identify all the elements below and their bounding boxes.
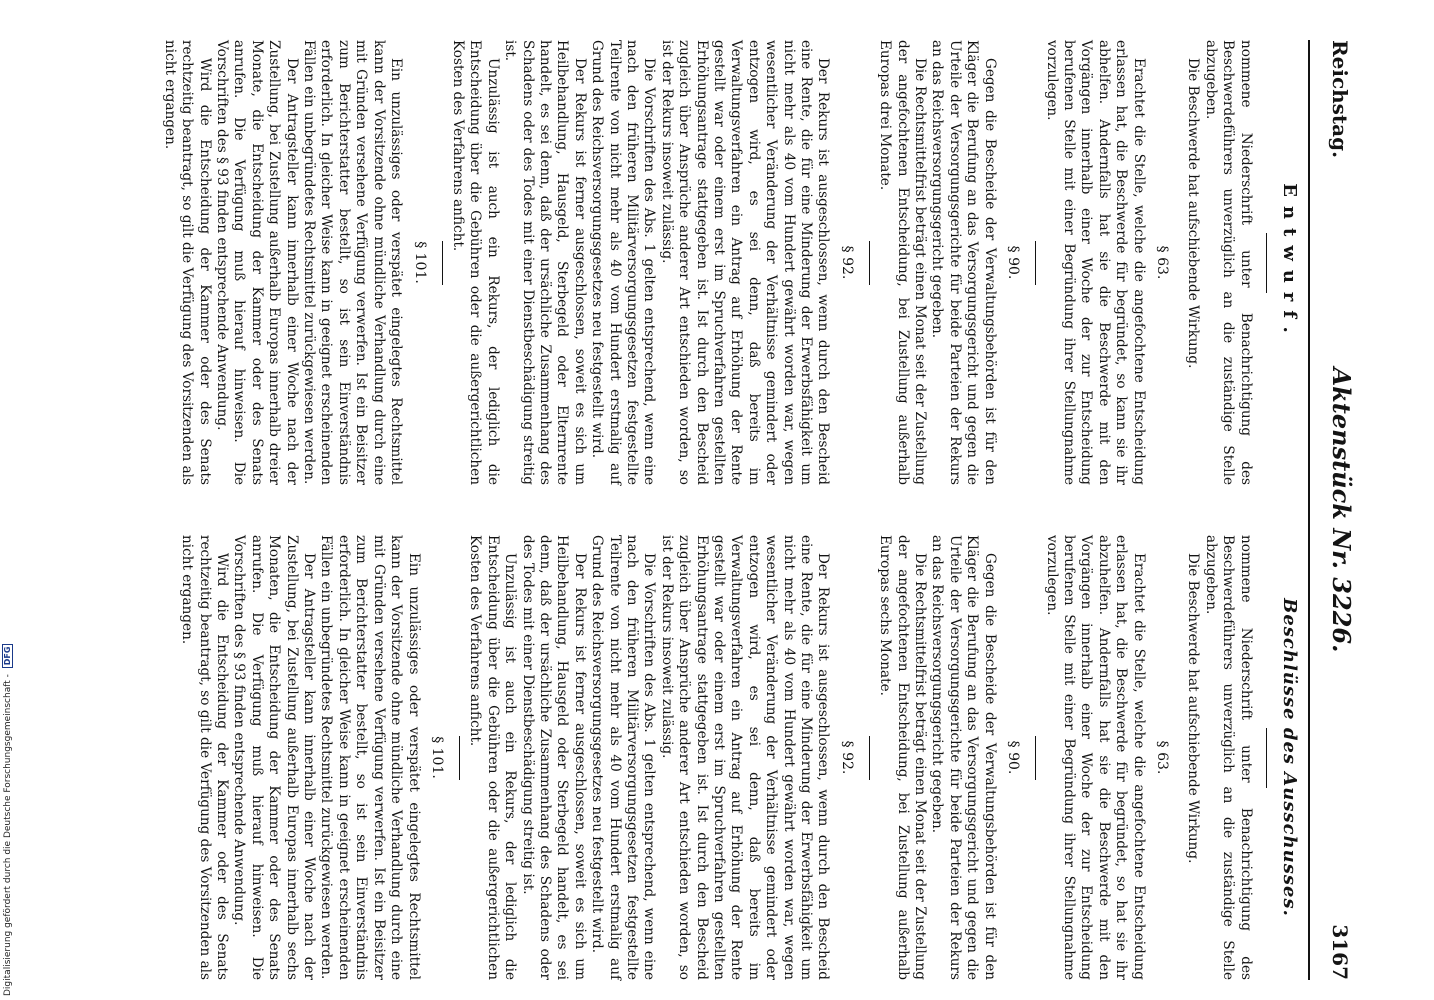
- paragraph: Der Antragsteller kann innerhalb einer Woche nach der Zustellung, bei Zustellung außerhalb Europas innerhalb dreier Monate, die Entscheidung der Kammer oder des Senats anrufen. Die Verfügung muß hierauf hinweisen. Die Vorschriften des § 93 finden entsprechende Anwendung.: [214, 40, 300, 485]
- digitization-note: [2, 644, 13, 996]
- column-title-right: Beschlüsse des Ausschusses.: [1279, 598, 1300, 917]
- section-heading: § 63.: [1153, 740, 1170, 775]
- paragraph: Gegen die Bescheide der Verwaltungsbehörden ist für den Kläger die Berufung an das Versorgungsgericht und gegen die Urteile der Versorgungsgerichte für beide Parteien der Rekurs an das Reichsversorgungsgericht gegeben.: [929, 535, 998, 980]
- column-title-left: Entwurf.: [1279, 183, 1300, 342]
- column-body-right: [178, 535, 1254, 980]
- paragraph: nommene Niederschrift unter Benachrichtigung des Beschwerdeführers unverzüglich an die zuständige Stelle abzugeben.: [1202, 535, 1254, 980]
- paragraph: Die Rechtsmittelfrist beträgt einen Monat seit der Zustellung der angefochtenen Entscheidung, bei Zustellung außerhalb Europas drei Monate.: [877, 40, 929, 485]
- document-page: [110, 40, 1360, 980]
- paragraph: Der Rekurs ist ferner ausgeschlossen, soweit es sich um Heilbehandlung, Hausgeld, Sterbegeld oder Elternrente handelt, es sei denn, daß der ursächliche Zusammenhang des Schadens oder des Todes mit einer Dienstbeschädigung streitig ist.: [502, 40, 588, 485]
- paragraph: Die Beschwerde hat aufschiebende Wirkung.: [1185, 58, 1202, 369]
- paragraph: Erachtet die Stelle, welche die angefochtene Entscheidung erlassen hat, die Beschwerde für begründet, so hat sie ihr abzuhelfen. Andernfalls hat sie die Beschwerde mit den Vorgängen innerhalb einer Woche der zur Entscheidung berufenen Stelle mit einer Begründung ihrer Stellungnahme vorzulegen.: [1043, 535, 1147, 980]
- header-rule: [1308, 40, 1310, 980]
- paragraph: Unzulässig ist auch ein Rekurs, der lediglich die Entscheidung über die Gebühren oder die außergerichtlichen Kosten des Verfahrens anficht.: [449, 40, 501, 485]
- paragraph: Wird die Entscheidung der Kammer oder des Senats rechtzeitig beantragt, so gilt die Verfügung des Vorsitzenden als nicht ergangen.: [179, 535, 231, 980]
- section-divider: [442, 241, 443, 285]
- section-divider: [869, 736, 870, 780]
- page-header: [1320, 40, 1360, 980]
- paragraph: Der Rekurs ist ausgeschlossen, wenn durch den Bescheid eine Rente, die für eine Minderung der Erwerbsfähigkeit um nicht mehr als 40 vom Hundert gewährt worden war, wegen wesentlicher Veränderung der Verhältnisse gemindert oder entzogen wird, es sei denn, daß bereits im Verwaltungsverfahren ein Antrag auf Erhöhung der Rente gestellt war oder einem erst im Spruchverfahren gestellten Erhöhungsantrage stattgegeben ist. Ist durch den Bescheid zugleich über Ansprüche anderer Art entschieden worden, so ist der Rekurs insoweit zulässig.: [658, 535, 832, 980]
- column-body-left: [160, 40, 1253, 485]
- paragraph: nommene Niederschrift unter Benachrichtigung des Beschwerdeführers unverzüglich an die zuständige Stelle abzugeben.: [1202, 40, 1254, 485]
- paragraph: Die Vorschriften des Abs. 1 gelten entsprechend, wenn eine nach den früheren Militärversorgungsgesetzen festgestellte Teilrente von nicht mehr als 40 vom Hundert erstmalig auf Grund des Reichsversorgungsgesetzes neu festgestellt wird.: [589, 535, 658, 980]
- section-heading: § 90.: [1005, 740, 1022, 775]
- section-heading: § 101.: [428, 736, 445, 779]
- paragraph: Ein unzulässiges oder verspätet eingelegtes Rechtsmittel kann der Vorsitzende ohne mündliche Verhandlung durch eine mit Gründen versehene Verfügung verwerfen. Ist ein Beisitzer zum Berichterstatter bestellt, so ist sein Einverständnis erforderlich. In gleicher Weise kann in geeignet erscheinenden Fällen ein unbegründetes Rechtsmittel zurückgewiesen werden.: [318, 535, 422, 980]
- header-title: Aktenstück Nr. 3226.: [1327, 367, 1356, 653]
- section-divider: [1035, 241, 1036, 285]
- section-divider: [869, 241, 870, 285]
- paragraph: Die Vorschriften des Abs. 1 gelten entsprechend, wenn eine nach den früheren Militärversorgungsgesetzen festgestellte Teilrente von nicht mehr als 40 vom Hundert erstmalig auf Grund des Reichsversorgungsgesetzes neu festgestellt wird.: [589, 40, 658, 485]
- paragraph: Die Beschwerde hat aufschiebende Wirkung.: [1185, 553, 1202, 864]
- paragraph: Unzulässig ist auch ein Rekurs, der lediglich die Entscheidung über die Gebühren oder die außergerichtlichen Kosten des Verfahrens anficht.: [467, 535, 519, 980]
- column-entwurf: [160, 40, 1302, 485]
- paragraph: Ein unzulässiges oder verspätet eingelegtes Rechtsmittel kann der Vorsitzende ohne mündliche Verhandlung durch eine mit Gründen versehene Verfügung verwerfen. Ist ein Beisitzer zum Berichterstatter bestellt, so ist sein Einverständnis erforderlich. In gleicher Weise kann in geeignet erscheinenden Fällen ein unbegründetes Rechtsmittel zurückgewiesen werden.: [301, 40, 405, 485]
- page-number: 3167: [1328, 924, 1352, 980]
- section-heading: § 92.: [838, 245, 855, 280]
- paragraph: Wird die Entscheidung der Kammer oder des Senats rechtzeitig beantragt, so gilt die Verfügung des Vorsitzenden als nicht ergangen.: [161, 40, 213, 485]
- title-rule: [1266, 728, 1267, 788]
- paragraph: Gegen die Bescheide der Verwaltungsbehörden ist für den Kläger die Berufung an das Versorgungsgericht und gegen die Urteile der Versorgungsgerichte für beide Parteien der Rekurs an das Reichsversorgungsgericht gegeben.: [929, 40, 998, 485]
- paragraph: Der Rekurs ist ferner ausgeschlossen, soweit es sich um Heilbehandlung, Hausgeld oder Sterbegeld handelt, es sei denn, daß der ursächliche Zusammenhang des Schadens oder des Todes mit einer Dienstbeschädigung streitig ist.: [519, 535, 588, 980]
- section-heading: § 90.: [1005, 245, 1022, 280]
- section-heading: § 92.: [838, 740, 855, 775]
- section-heading: § 101.: [411, 241, 428, 284]
- paragraph: Der Rekurs ist ausgeschlossen, wenn durch den Bescheid eine Rente, die für eine Minderung der Erwerbsfähigkeit um nicht mehr als 40 vom Hundert gewährt worden war, wegen wesentlicher Veränderung der Verhältnisse gemindert oder entzogen wird, es sei denn, daß bereits im Verwaltungsverfahren ein Antrag auf Erhöhung der Rente gestellt war oder einem erst im Spruchverfahren gestellten Erhöhungsantrage stattgegeben ist. Ist durch den Bescheid zugleich über Ansprüche anderer Art entschieden worden, so ist der Rekurs insoweit zulässig.: [658, 40, 832, 485]
- title-rule: [1266, 233, 1267, 293]
- section-divider: [1035, 736, 1036, 780]
- section-divider: [459, 736, 460, 780]
- column-beschluesse: [178, 535, 1302, 980]
- digitization-text: Digitalisierung gefördert durch die Deutsche Forschungsgemeinschaft -: [3, 674, 13, 996]
- paragraph: Die Rechtsmittelfrist beträgt einen Monat seit der Zustellung der angefochtenen Entscheidung, bei Zustellung außerhalb Europas sechs Monate.: [877, 535, 929, 980]
- dfg-logo: DFG: [2, 644, 13, 669]
- section-heading: § 63.: [1153, 245, 1170, 280]
- paragraph: Erachtet die Stelle, welche die angefochtene Entscheidung erlassen hat, die Beschwerde für begründet, so kann sie ihr abhelfen. Andernfalls hat sie die Beschwerde mit den Vorgängen innerhalb einer Woche der zur Entscheidung berufenen Stelle mit einer Begründung ihrer Stellungnahme vorzulegen.: [1043, 40, 1147, 485]
- paragraph: Der Antragsteller kann innerhalb einer Woche nach der Zustellung, bei Zustellung außerhalb Europas innerhalb sechs Monaten, die Entscheidung der Kammer oder des Senats anrufen. Die Verfügung muß hierauf hinweisen. Die Vorschriften des § 93 finden entsprechende Anwendung.: [231, 535, 318, 980]
- header-left: Reichstag.: [1328, 40, 1352, 159]
